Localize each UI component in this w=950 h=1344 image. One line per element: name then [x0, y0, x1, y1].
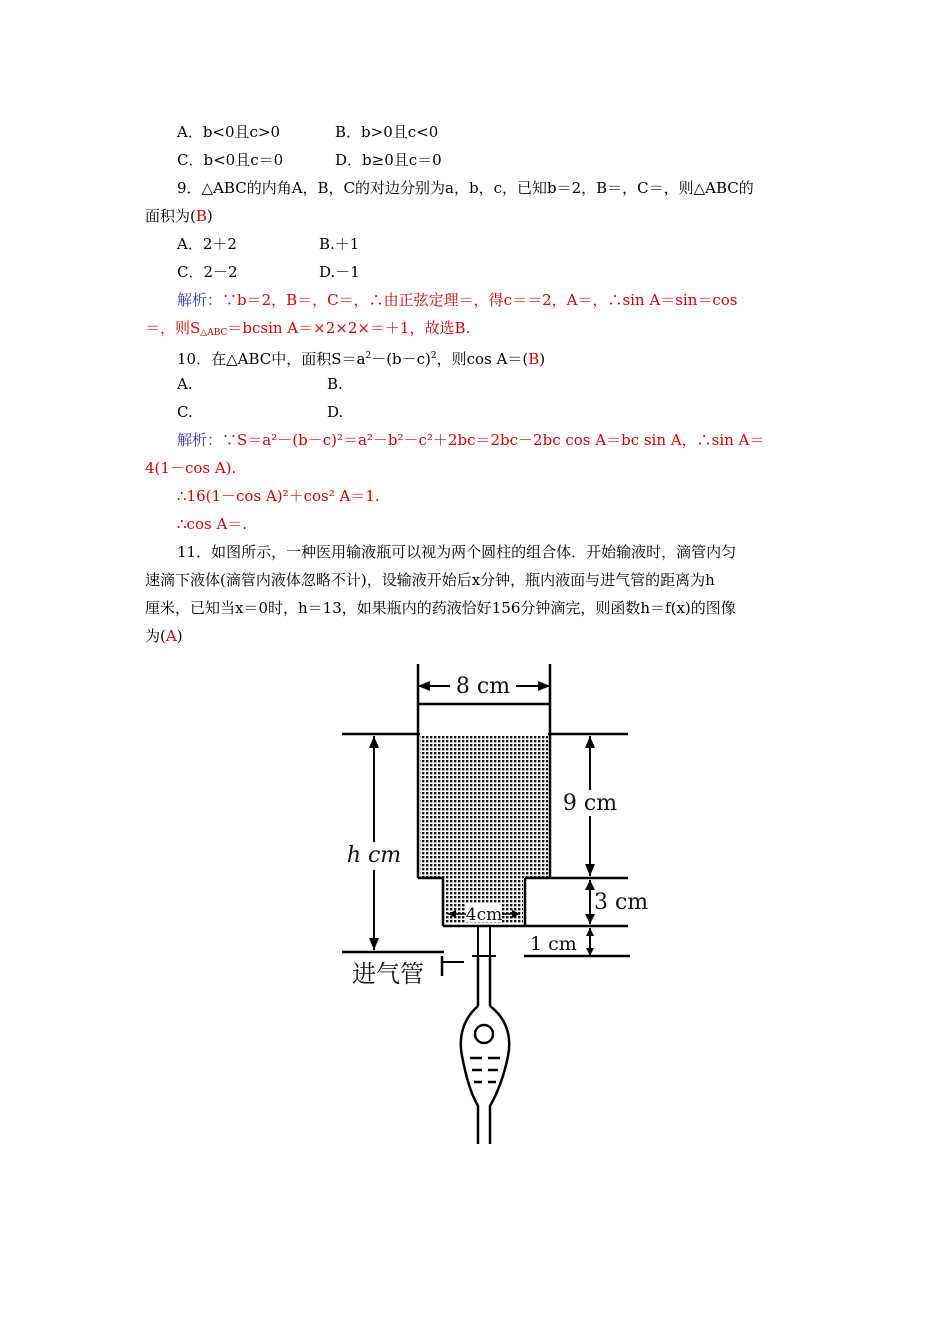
q9-option-d: D.－1	[319, 263, 360, 281]
q11-stem-text: 为(	[145, 627, 166, 645]
drip-droplet-icon	[475, 1025, 493, 1043]
q10-sup1: 2	[365, 351, 372, 361]
q8-option-c: C．b<0且c＝0	[177, 151, 284, 169]
q10-solution-line1	[177, 430, 764, 450]
q9-stem-close: )	[206, 207, 213, 225]
q10-option-a: A.	[177, 375, 193, 393]
q8-option-b: B．b>0且c<0	[335, 123, 439, 141]
q10-option-d: D.	[327, 403, 344, 421]
q10-solution-label: 解析：	[177, 431, 223, 449]
q10-answer: B	[528, 350, 540, 368]
liquid-upper	[420, 736, 548, 878]
q10-solution-text1: ∵S＝a²－(b－c)²＝a²－b²－c²＋2bc＝2bc－2bc cos A＝bc sin A，∴sin A＝	[222, 431, 765, 449]
q11-stem-line4	[145, 626, 183, 646]
q9-solution-text3: ＝bcsin A＝×2×2×＝＋1，故选B.	[227, 319, 471, 337]
q10-solution-line4: ∴cos A＝.	[177, 515, 248, 533]
q10-stem-close: )	[539, 350, 546, 368]
q10-solution-line3: ∴16(1－cos A)²＋cos² A＝1.	[177, 487, 380, 505]
q8-option-d: D．b≥0且c＝0	[335, 151, 442, 169]
q9-option-b: B.＋1	[319, 235, 360, 253]
q9-option-a: A．2＋2	[177, 235, 237, 253]
q9-stem-line2	[145, 206, 213, 226]
q10-stem-b: －(b－c)	[371, 350, 431, 368]
label-h-cm: h cm	[346, 843, 402, 868]
q8-option-a: A．b<0且c>0	[177, 123, 281, 141]
label-9cm: 9 cm	[562, 791, 618, 816]
q10-stem-c: ，则cos A＝(	[436, 350, 529, 368]
q9-option-c: C．2－2	[177, 263, 238, 281]
q10-solution-line2: 4(1－cos A).	[145, 459, 237, 477]
q9-solution-line2	[145, 318, 470, 343]
q9-solution-label: 解析：	[177, 291, 223, 309]
infusion-bottle-figure	[338, 656, 650, 1144]
infusion-bottle-diagram	[338, 656, 650, 1144]
q10-stem-a: 10．在△ABC中，面积S＝a	[177, 350, 366, 368]
label-4cm: 4cm	[465, 905, 503, 925]
q9-answer: B	[195, 207, 207, 225]
q9-stem-text: 面积为(	[145, 207, 196, 225]
q9-solution-subscript: △ABC	[200, 328, 228, 338]
q11-stem-line3: 厘米，已知当x＝0时，h＝13，如果瓶内的药液恰好156分钟滴完，则函数h＝f(x)的图像	[145, 599, 736, 617]
label-3cm: 3 cm	[594, 890, 649, 915]
q11-stem-line2: 速滴下液体(滴管内液体忽略不计)，设输液开始后x分钟，瓶内液面与进气管的距离为h	[145, 571, 715, 589]
label-air-tube: 进气管	[352, 960, 424, 988]
q10-stem	[177, 346, 545, 369]
q11-answer: A	[165, 627, 177, 645]
q9-stem-line1: 9．△ABC的内角A，B，C的对边分别为a，b，c，已知b＝2，B＝，C＝，则△ABC的	[177, 179, 754, 197]
q9-solution-text2: ＝，则S	[145, 319, 201, 337]
label-1cm: 1 cm	[530, 933, 577, 955]
q10-sup2: 2	[430, 351, 437, 361]
q11-stem-line1: 11．如图所示，一种医用输液瓶可以视为两个圆柱的组合体．开始输液时，滴管内匀	[177, 543, 737, 561]
q9-solution-line1	[177, 290, 737, 310]
q9-solution-text: ∵b＝2，B＝，C＝，∴由正弦定理＝，得c＝＝2，A＝，∴sin A＝sin＝cos	[222, 291, 738, 309]
q10-option-c: C.	[177, 403, 193, 421]
q11-stem-close: )	[176, 627, 183, 645]
label-8cm: 8 cm	[455, 674, 511, 699]
q10-option-b: B.	[327, 375, 343, 393]
